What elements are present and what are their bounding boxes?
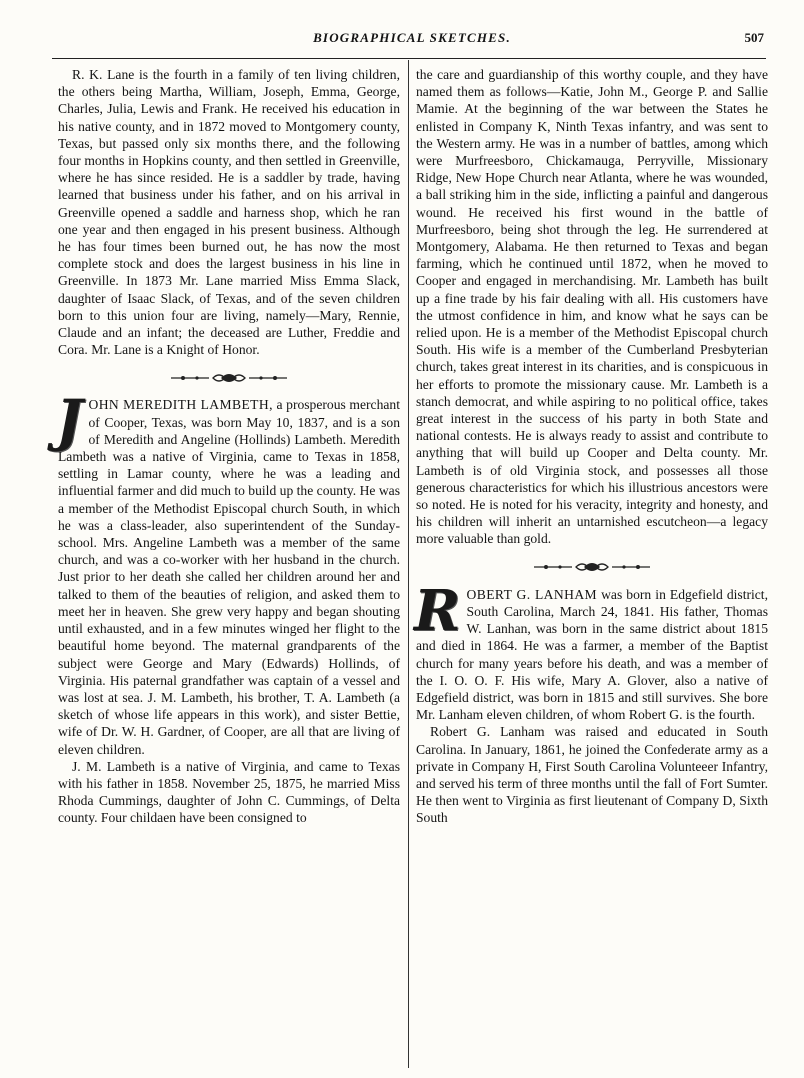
lambeth-name: OHN MEREDITH LAMBETH, [88,397,273,413]
lanham-paragraph-2: Robert G. Lanham was raised and educated in South Carolina. In January, 1861, he joined the Confederate army as a private in Company H, First South Carolina Volunteeer Infantry, and served his term of three months until the fall of Fort Sumter. He then went to Virginia as first lieutenant of Company D, Sixth South [416,724,768,826]
ornament-icon [532,560,652,574]
header-rule [52,58,766,59]
lambeth-paragraph-1: a prosperous merchant of Cooper, Texas, was born May 10, 1837, and is a son of Meredith and Angeline (Hollinds) Lambeth. Meredith Lambeth was a native of Virginia, came to Texas in 1858, settling in Lamar county, where he was a leading and influential farmer and did much to build up the county. He was a member of the Methodist Episcopal church South, in which he was a class-leader, also superintendent of the Sunday-school. Mrs. Angeline Lambeth was a member of the same church, and was a co-worker with her husband in the church. Just prior to her death she called her children around her and talked to them of the beauties of religion, and asked them to meet her in heaven. She grew very happy and began shouting until exhausted, and in a few minutes winged her flight to the beautiful home beyond. The maternal grandparents of the subject were George and Mary (Edwards) Hollinds, of Virginia. His paternal grandfather was captain of a vessel and was lost at sea. J. M. Lambeth, his brother, T. A. Lambeth (a sketch of whose life appears in this work), and sister Bettie, wife of Dr. W. H. Gardner, of Cooper, are all that are living of eleven children. [58,397,400,757]
drop-cap-j: J [56,388,83,455]
left-column [58,66,400,827]
ornament-icon [169,371,289,385]
right-column [416,66,768,827]
section-ornament [58,368,400,386]
drop-cap-r: R [414,577,461,644]
lanham-paragraph-1: was born in Edgefield district, South Carolina, March 24, 1841. His father, Thomas W. Lanhan, was born in the same district about 1815 and died in 1864. He was a farmer, a member of the Baptist church for many years before his death, and was a member of the I. O. O. F. His wife, Mary A. Glover, also a native of Edgefield district, was born in 1815 and still survives. She bore Mr. Lanham eleven children, of whom Robert G. is the fourth. [416,586,768,723]
running-title: BIOGRAPHICAL SKETCHES. [313,30,511,45]
column-divider [408,60,409,1068]
lanham-name: OBERT G. LANHAM [466,586,598,602]
lane-paragraph: R. K. Lane is the fourth in a family of ten living children, the others being Martha, William, Joseph, Emma, George, Charles, Julia, Lewis and Frank. He received his education in his native county, and in 1872 moved to Montgomery county, Texas, but passed only six months there, and the following four months in Hopkins county, and then settled in Greenville, where he has since resided. He is a saddler by trade, having learned that business under his father, and on his arrival in Greenville opened a saddle and harness shop, which he ran one year and then engaged in his present business. Although he has four times been burned out, he has now the most complete stock and does the largest business in his line in Greenville. In 1873 Mr. Lane married Miss Emma Slack, daughter of Isaac Slack, of Texas, and of the seven children born to this union four are living, namely—Mary, Rennie, Claude and an infant; the deceased are Luther, Freddie and Cora. Mr. Lane is a Knight of Honor. [58,67,400,358]
running-head [60,30,764,50]
lambeth-sketch-opening [56,388,400,757]
lambeth-continued-paragraph: the care and guardianship of this worthy couple, and they have named them as follows—Katie, John M., George P. and Sallie Mamie. At the beginning of the war between the States he enlisted in Company K, Ninth Texas infantry, and was sent to the Western army. He was in a number of battles, among which were Murfreesboro, Chickamauga, Perryville, Missionary Ridge, New Hope Church near Atlanta, where he was wounded, a ball striking him in the side, inflicting a painful and dangerous wound. He received his first wound in the battle of Murfreesboro, being shot through the leg. He surrendered at Montgomery, Alabama. He then returned to Texas and began farming, which he continued until 1872, when he moved to Cooper and engaged in merchandising. Mr. Lambeth has built up a fine trade by his fair dealing with all. His customers have the utmost confidence in him, and know what he says can be relied upon. He is a member of the Methodist Episcopal church South. His wife is a member of the Cumberland Presbyterian church, takes great interest in its charities, and is conspicuous in her efforts to promote the missionary cause. Mr. Lambeth is a stanch democrat, and while aspiring to no political office, takes great interest in the success of his party in both State and national contests. He is always ready to assist and contribute to anything that will build up Cooper and Delta county. Mr. Lambeth is of old Virginia stock, and possesses all those generous characteristics for which his illustrious ancestors were so noted. He is noted for his veracity, integrity and honesty, and his children will inherit an untarnished escutcheon—a legacy more valuable than gold. [416,67,768,547]
lanham-sketch-opening [414,577,768,724]
page-number: 507 [744,30,764,45]
lambeth-paragraph-2: J. M. Lambeth is a native of Virginia, and came to Texas with his father in 1858. November 25, 1875, he married Miss Rhoda Cummings, daughter of John C. Cummings, of Delta county. Four childaen have been consigned to [58,758,400,826]
section-ornament [416,558,768,576]
